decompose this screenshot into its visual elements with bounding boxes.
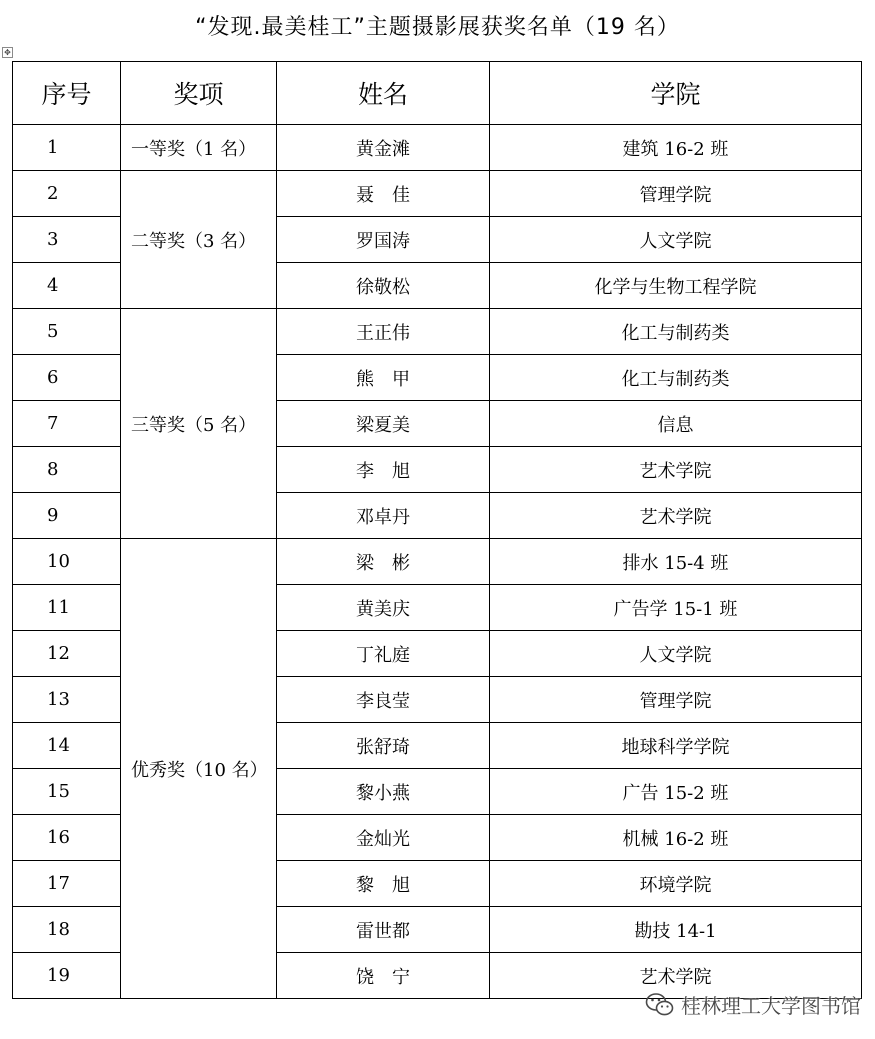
cell-name: 罗国涛 bbox=[277, 217, 490, 263]
table-row bbox=[13, 309, 862, 355]
cell-index: 4 bbox=[13, 263, 121, 309]
cell-name: 金灿光 bbox=[277, 815, 490, 861]
cell-college: 化学与生物工程学院 bbox=[490, 263, 862, 309]
cell-name: 聂 佳 bbox=[277, 171, 490, 217]
cell-college: 机械 16-2 班 bbox=[490, 815, 862, 861]
wechat-icon bbox=[645, 992, 675, 1018]
cell-index: 13 bbox=[13, 677, 121, 723]
cell-college: 艺术学院 bbox=[490, 493, 862, 539]
cell-college: 管理学院 bbox=[490, 677, 862, 723]
cell-index: 11 bbox=[13, 585, 121, 631]
cell-index: 18 bbox=[13, 907, 121, 953]
cell-award-group: 三等奖（5 名） bbox=[121, 309, 277, 539]
header-college: 学院 bbox=[490, 62, 862, 125]
cell-college: 人文学院 bbox=[490, 631, 862, 677]
cell-name: 饶 宁 bbox=[277, 953, 490, 999]
header-row bbox=[13, 62, 862, 125]
cell-index: 5 bbox=[13, 309, 121, 355]
cell-index: 14 bbox=[13, 723, 121, 769]
cell-name: 李 旭 bbox=[277, 447, 490, 493]
cell-award-group: 一等奖（1 名） bbox=[121, 125, 277, 171]
cell-college: 排水 15-4 班 bbox=[490, 539, 862, 585]
cell-award-group: 二等奖（3 名） bbox=[121, 171, 277, 309]
cell-index: 9 bbox=[13, 493, 121, 539]
table-row bbox=[13, 171, 862, 217]
cell-name: 徐敬松 bbox=[277, 263, 490, 309]
cell-name: 丁礼庭 bbox=[277, 631, 490, 677]
cell-name: 黄美庆 bbox=[277, 585, 490, 631]
awards-table bbox=[12, 61, 862, 999]
cell-college: 艺术学院 bbox=[490, 447, 862, 493]
cell-index: 3 bbox=[13, 217, 121, 263]
table-row bbox=[13, 125, 862, 171]
cell-index: 8 bbox=[13, 447, 121, 493]
cell-index: 15 bbox=[13, 769, 121, 815]
cell-college: 建筑 16-2 班 bbox=[490, 125, 862, 171]
cell-college: 地球科学学院 bbox=[490, 723, 862, 769]
cell-index: 7 bbox=[13, 401, 121, 447]
cell-index: 2 bbox=[13, 171, 121, 217]
cell-college: 信息 bbox=[490, 401, 862, 447]
cell-college: 人文学院 bbox=[490, 217, 862, 263]
cell-award-group: 优秀奖（10 名） bbox=[121, 539, 277, 999]
cell-index: 10 bbox=[13, 539, 121, 585]
table-row bbox=[13, 539, 862, 585]
cell-index: 1 bbox=[13, 125, 121, 171]
cell-name: 王正伟 bbox=[277, 309, 490, 355]
cell-index: 16 bbox=[13, 815, 121, 861]
cell-college: 广告 15-2 班 bbox=[490, 769, 862, 815]
cell-index: 12 bbox=[13, 631, 121, 677]
cell-index: 17 bbox=[13, 861, 121, 907]
cell-name: 熊 甲 bbox=[277, 355, 490, 401]
cell-name: 梁夏美 bbox=[277, 401, 490, 447]
cell-college: 艺术学院 bbox=[490, 953, 862, 999]
cell-college: 管理学院 bbox=[490, 171, 862, 217]
watermark bbox=[645, 990, 861, 1019]
cell-index: 6 bbox=[13, 355, 121, 401]
cell-college: 勘技 14-1 bbox=[490, 907, 862, 953]
page-title: “发现.最美桂工”主题摄影展获奖名单（19 名） bbox=[195, 15, 680, 40]
cell-college: 环境学院 bbox=[490, 861, 862, 907]
cell-name: 张舒琦 bbox=[277, 723, 490, 769]
header-award: 奖项 bbox=[121, 62, 277, 125]
watermark-text: 桂林理工大学图书馆 bbox=[681, 994, 861, 1018]
cell-name: 邓卓丹 bbox=[277, 493, 490, 539]
cell-college: 化工与制药类 bbox=[490, 309, 862, 355]
cell-name: 雷世都 bbox=[277, 907, 490, 953]
header-name: 姓名 bbox=[277, 62, 490, 125]
table-body bbox=[13, 125, 862, 999]
table-move-handle-icon[interactable]: ✥ bbox=[2, 47, 13, 58]
cell-name: 黎小燕 bbox=[277, 769, 490, 815]
cell-index: 19 bbox=[13, 953, 121, 999]
cell-name: 黄金滩 bbox=[277, 125, 490, 171]
cell-name: 李良莹 bbox=[277, 677, 490, 723]
cell-college: 广告学 15-1 班 bbox=[490, 585, 862, 631]
cell-college: 化工与制药类 bbox=[490, 355, 862, 401]
cell-name: 梁 彬 bbox=[277, 539, 490, 585]
cell-name: 黎 旭 bbox=[277, 861, 490, 907]
header-index: 序号 bbox=[13, 62, 121, 125]
